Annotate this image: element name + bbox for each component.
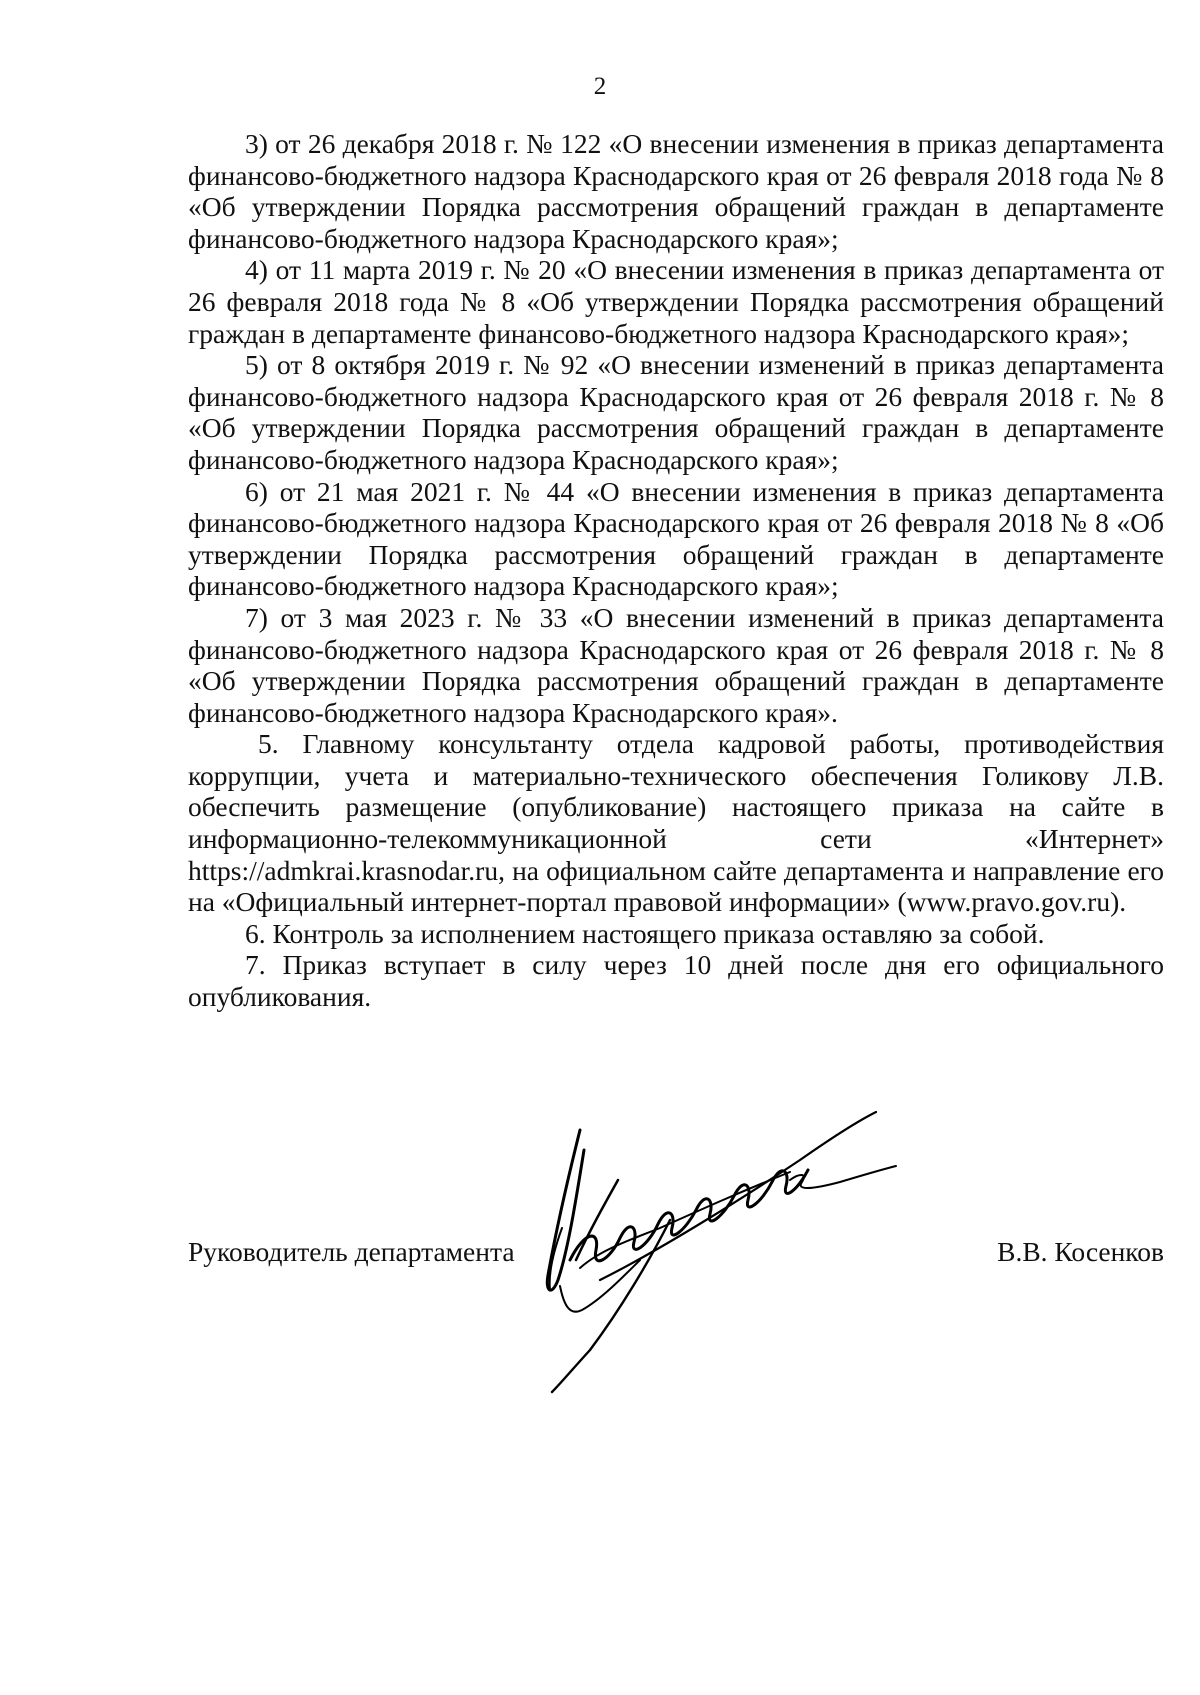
document-body bbox=[188, 128, 1164, 1013]
list-item-amendment-7: 7) от 3 мая 2023 г. № 33 «О внесении изменений в приказ департамента финансово-бюджетного надзора Краснодарского края от 26 февраля 2018 г. № 8 «Об утверждении Порядка рассмотрения обращений граждан в департаменте финансово-бюджетного надзора Краснодарского края». bbox=[188, 601, 1164, 728]
list-item-amendment-6: 6) от 21 мая 2021 г. № 44 «О внесении изменения в приказ департамента финансово-бюджетного надзора Краснодарского края от 26 февраля 2018 № 8 «Об утверждении Порядка рассмотрения обращений граждан в департаменте финансово-бюджетного надзора Краснодарского края»; bbox=[188, 475, 1164, 602]
clause-6-control: 6. Контроль за исполнением настоящего приказа оставляю за собой. bbox=[245, 917, 1045, 949]
handwritten-signature-icon bbox=[540, 1110, 930, 1400]
signer-position: Руководитель департамента bbox=[188, 1236, 515, 1267]
list-item-amendment-5: 5) от 8 октября 2019 г. № 92 «О внесении изменений в приказ департамента финансово-бюджетного надзора Краснодарского края от 26 февраля 2018 г. № 8 «Об утверждении Порядка рассмотрения обращений граждан в департаменте финансово-бюджетного надзора Краснодарского края»; bbox=[188, 349, 1164, 475]
page-number: 2 bbox=[593, 73, 607, 100]
signer-name: В.В. Косенков bbox=[997, 1236, 1164, 1267]
clause-5-publication: 5. Главному консультанту отдела кадровой работы, противодействия коррупции, учета и материально-технического обеспечения Голикову Л.В. обеспечить размещение (опубликование) настоящего приказа на сайте в информационно-телекоммуникационной сети «Интернет» https://admkrai.krasnodar.ru, на официальном сайте департамента и направление его на «Официальный интернет-портал правовой информации» (www.pravo.gov.ru). bbox=[188, 728, 1164, 918]
list-item-amendment-4: 4) от 11 марта 2019 г. № 20 «О внесении изменения в приказ департамента от 26 февраля 2018 года № 8 «Об утверждении Порядка рассмотрения обращений граждан в департаменте финансово-бюджетного надзора Краснодарского края»; bbox=[188, 254, 1164, 349]
list-item-amendment-3: 3) от 26 декабря 2018 г. № 122 «О внесении изменения в приказ департамента финансово-бюджетного надзора Краснодарского края от 26 февраля 2018 года № 8 «Об утверждении Порядка рассмотрения обращений граждан в департаменте финансово-бюджетного надзора Краснодарского края»; bbox=[188, 128, 1164, 254]
clause-7-effective-date: 7. Приказ вступает в силу через 10 дней после дня его официального опубликования. bbox=[188, 949, 1164, 1013]
